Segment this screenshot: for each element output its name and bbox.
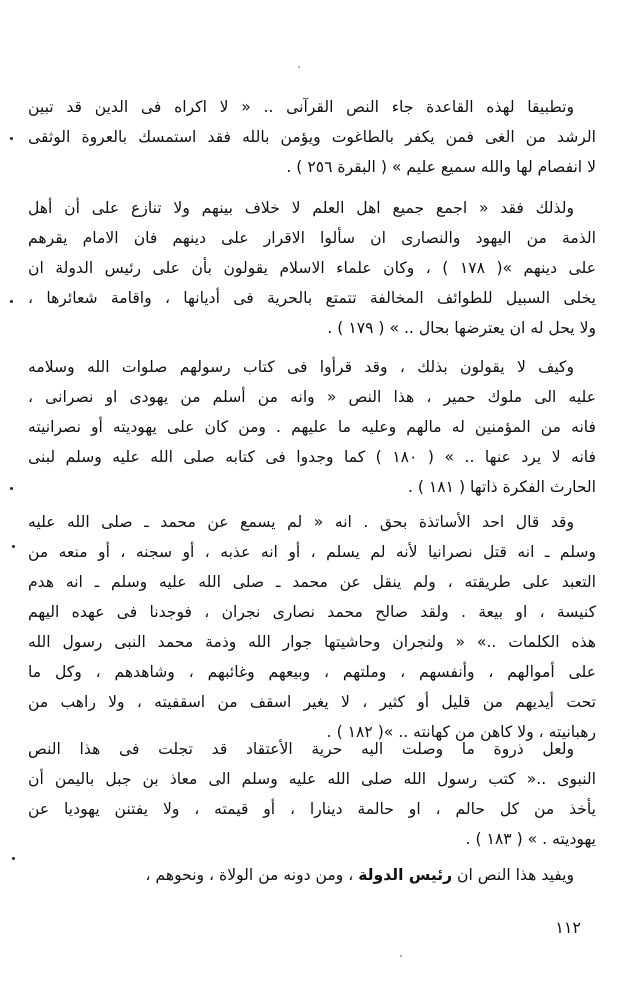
text-line: ولذلك فقد « اجمع جميع اهل العلم لا خلاف بينهم ولا تنازع على أن أهل	[28, 199, 574, 217]
text-line: ولا يحل له ان يعترضها بحال .. » ( ١٧٩ ) .	[327, 319, 596, 337]
text-line: تحت أيديهم من قليل أو كثير ، لا يغير اسقف من اسقفيته ، ولا راهب من	[28, 693, 596, 711]
paragraph-4	[28, 507, 596, 747]
margin-mark	[12, 857, 15, 860]
text-line: عليه الى ملوك حمير ، هذا النص « وانه من أسلم من يهودى او نصرانى ،	[28, 388, 596, 406]
text-line: وسلم ـ انه قتل نصرانيا لأنه لم يسلم ، أو انه عذبه ، أو سجنه ، أو منعه من	[28, 543, 596, 561]
text-line: فانه لا يرد عنها .. » ( ١٨٠ ) كما وجدوا فى كتابه صلى الله عليه وسلم لبنى	[28, 448, 596, 466]
emphasized-phrase: رئيس الدولة	[358, 866, 453, 884]
margin-mark	[10, 487, 13, 490]
text-line: التعبد على طريقته ، ولم ينقل عن محمد ـ صلى الله عليه وسلم ـ انه هدم	[28, 573, 596, 591]
paragraph-2	[28, 193, 596, 343]
text-line: الذمة من اليهود والنصارى ان سألوا الاقرار على دينهم فان الامام يقرهم	[28, 229, 596, 247]
text-line: كنيسة ، او بيعة . ولقد صالح محمد نصارى نجران ، فوجدنا فى عهده اليهم	[28, 603, 596, 621]
text-line: وكيف لا يقولون بذلك ، وقد قرأوا فى كتاب رسولهم صلوات الله وسلامه	[28, 358, 574, 376]
text-line: يخلى السبيل للطوائف المخالفة تتمتع بالحرية فى أديانها ، واقامة شعائرها ،	[28, 289, 596, 307]
text-line: وتطبيقا لهذه القاعدة جاء النص القرآنى .. « لا اكراه فى الدين قد تبين	[28, 98, 574, 116]
paragraph-3	[28, 352, 596, 502]
text-line: الحارث الفكرة ذاتها ( ١٨١ ) .	[407, 478, 596, 496]
paragraph-1	[28, 92, 596, 182]
text-line: يهوديته . » ( ١٨٣ ) .	[465, 830, 596, 848]
margin-mark	[12, 545, 15, 548]
page-number: ١١٢	[555, 918, 581, 937]
text-line: على دينهم »( ١٧٨ ) ، وكان علماء الاسلام يقولون بأن على رئيس الدولة ان	[28, 259, 596, 277]
text-line: هذه الكلمات ..» « ولنجران وحاشيتها جوار الله وذمة محمد النبى رسول الله	[28, 633, 596, 651]
paragraph-5	[28, 734, 596, 854]
margin-mark	[10, 300, 13, 303]
text-line: ولعل ذروة ما وصلت اليه حرية الأعتقاد قد تجلت فى هذا النص	[28, 740, 574, 758]
text-line: يأخذ من كل حالم ، او حالمة دينارا ، أو قيمته ، ولا يفتنن يهوديا عن	[28, 800, 596, 818]
paragraph-6	[28, 860, 596, 890]
text-line: ويفيد هذا النص ان رئيس الدولة ، ومن دونه من الولاة ، ونحوهم ،	[145, 866, 574, 884]
text-line: النبوى ..« كتب رسول الله صلى الله عليه وسلم الى معاذ بن جبل باليمن أن	[28, 770, 596, 788]
margin-mark	[10, 137, 13, 140]
margin-mark	[400, 955, 402, 957]
text-line: وقد قال احد الأساتذة بحق . انه « لم يسمع عن محمد ـ صلى الله عليه	[28, 513, 574, 531]
text-line: لا انفصام لها والله سميع عليم » ( البقرة ٢٥٦ ) .	[286, 158, 596, 176]
text-line: على أموالهم ، وأنفسهم ، وملتهم ، وبيعهم وغائبهم ، وشاهدهم ، وكل ما	[28, 663, 596, 681]
margin-mark	[298, 66, 300, 68]
text-line: فانه من المؤمنين له مالهم وعليه ما عليهم . ومن كان على يهوديته أو نصرانيته	[28, 418, 596, 436]
text-line: الرشد من الغى فمن يكفر بالطاغوت ويؤمن بالله فقد استمسك بالعروة الوثقى	[28, 128, 596, 146]
text-line: رهبانيته ، ولا كاهن من كهانته .. »( ١٨٢ ) .	[326, 723, 596, 741]
